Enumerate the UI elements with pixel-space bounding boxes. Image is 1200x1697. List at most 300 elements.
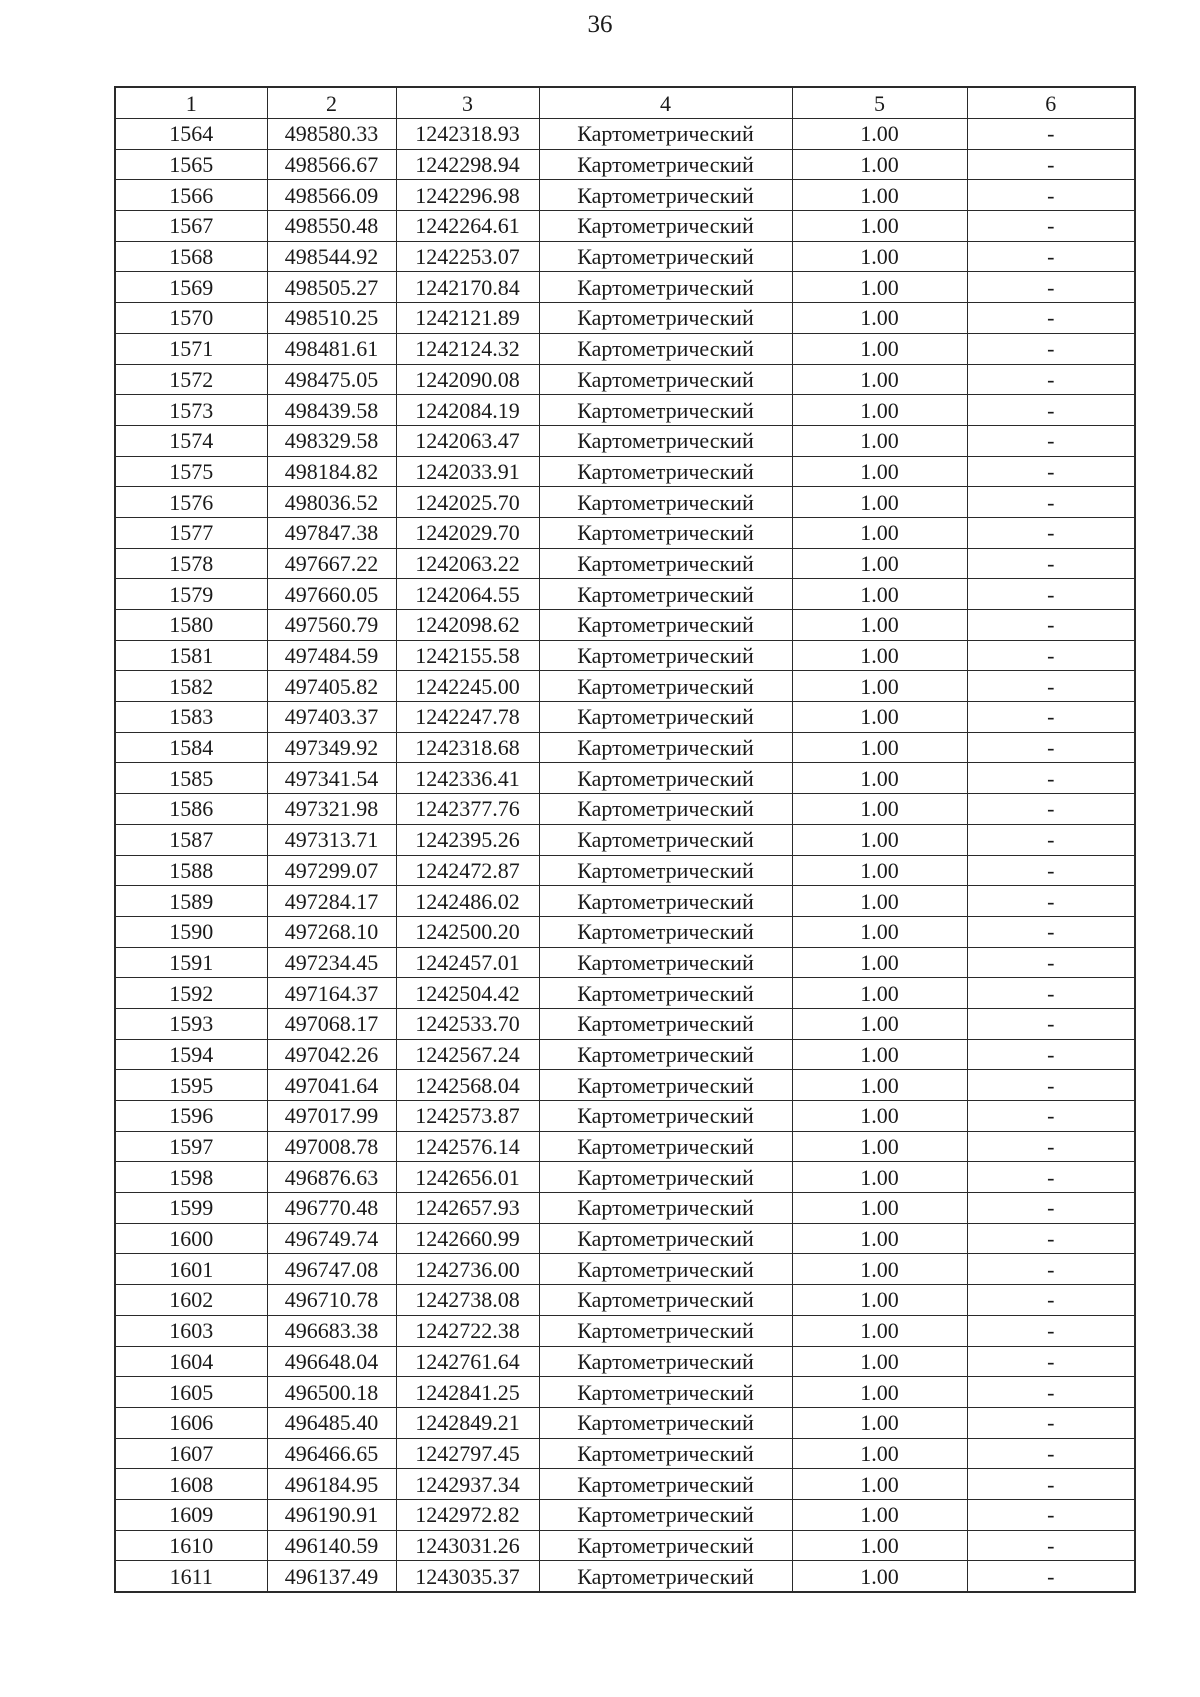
table-cell: Картометрический	[539, 241, 792, 272]
table-cell: 1242504.42	[396, 978, 539, 1009]
table-cell: 498550.48	[267, 211, 396, 242]
table-cell: 1596	[115, 1101, 267, 1132]
table-cell: 1.00	[792, 1223, 967, 1254]
table-cell: 1578	[115, 548, 267, 579]
column-header: 4	[539, 87, 792, 119]
table-cell: Картометрический	[539, 395, 792, 426]
table-cell: 1.00	[792, 1162, 967, 1193]
table-cell: -	[967, 1101, 1135, 1132]
table-cell: 1.00	[792, 1377, 967, 1408]
table-cell: 1.00	[792, 1407, 967, 1438]
table-row	[115, 1407, 1135, 1438]
table-cell: 1242657.93	[396, 1193, 539, 1224]
table-cell: -	[967, 487, 1135, 518]
table-cell: 1589	[115, 886, 267, 917]
table-cell: 1.00	[792, 1438, 967, 1469]
table-row	[115, 241, 1135, 272]
table-row	[115, 1285, 1135, 1316]
table-cell: -	[967, 610, 1135, 641]
table-cell: 1.00	[792, 487, 967, 518]
table-cell: 1566	[115, 180, 267, 211]
table-cell: Картометрический	[539, 1530, 792, 1561]
table-cell: 1242937.34	[396, 1469, 539, 1500]
table-cell: 496648.04	[267, 1346, 396, 1377]
table-cell: 1581	[115, 640, 267, 671]
table-cell: 1242318.68	[396, 732, 539, 763]
table-row	[115, 579, 1135, 610]
table-cell: 1242124.32	[396, 333, 539, 364]
table-cell: 1242090.08	[396, 364, 539, 395]
table-cell: 1565	[115, 149, 267, 180]
table-cell: Картометрический	[539, 119, 792, 150]
table-cell: 497042.26	[267, 1039, 396, 1070]
table-cell: 497667.22	[267, 548, 396, 579]
table-cell: -	[967, 425, 1135, 456]
page-number: 36	[587, 11, 613, 38]
table-row	[115, 824, 1135, 855]
table-cell: 1.00	[792, 1131, 967, 1162]
table-cell: Картометрический	[539, 1469, 792, 1500]
table-cell: Картометрический	[539, 1377, 792, 1408]
table-cell: -	[967, 579, 1135, 610]
table-cell: 1605	[115, 1377, 267, 1408]
table-row	[115, 702, 1135, 733]
table-cell: 1242738.08	[396, 1285, 539, 1316]
table-cell: 498566.09	[267, 180, 396, 211]
table-cell: 1.00	[792, 364, 967, 395]
table-cell: 1.00	[792, 119, 967, 150]
table-cell: 498036.52	[267, 487, 396, 518]
table-cell: 1242849.21	[396, 1407, 539, 1438]
table-cell: 1242253.07	[396, 241, 539, 272]
table-cell: Картометрический	[539, 211, 792, 242]
table-cell: 496190.91	[267, 1499, 396, 1530]
table-cell: 1.00	[792, 1070, 967, 1101]
table-cell: 1611	[115, 1561, 267, 1592]
table-cell: 497017.99	[267, 1101, 396, 1132]
column-header: 2	[267, 87, 396, 119]
table-cell: Картометрический	[539, 763, 792, 794]
table-cell: 1595	[115, 1070, 267, 1101]
table-cell: 1580	[115, 610, 267, 641]
table-cell: 496485.40	[267, 1407, 396, 1438]
table-cell: 1572	[115, 364, 267, 395]
table-cell: Картометрический	[539, 456, 792, 487]
table-cell: 1600	[115, 1223, 267, 1254]
table-cell: 1242500.20	[396, 916, 539, 947]
table-cell: 1609	[115, 1499, 267, 1530]
table-row	[115, 364, 1135, 395]
table-cell: 497847.38	[267, 517, 396, 548]
table-cell: 1.00	[792, 824, 967, 855]
table-cell: -	[967, 702, 1135, 733]
table-body	[115, 119, 1135, 1593]
table-cell: 1242972.82	[396, 1499, 539, 1530]
table-cell: 1604	[115, 1346, 267, 1377]
table-cell: 1.00	[792, 1008, 967, 1039]
table-cell: Картометрический	[539, 425, 792, 456]
table-row	[115, 640, 1135, 671]
table-cell: -	[967, 1193, 1135, 1224]
table-cell: -	[967, 517, 1135, 548]
table-cell: Картометрический	[539, 1101, 792, 1132]
table-cell: 1586	[115, 794, 267, 825]
table-cell: -	[967, 456, 1135, 487]
table-cell: Картометрический	[539, 303, 792, 334]
table-cell: 1.00	[792, 333, 967, 364]
table-cell: 1.00	[792, 548, 967, 579]
table-cell: 497234.45	[267, 947, 396, 978]
table-cell: 1579	[115, 579, 267, 610]
table-cell: 1.00	[792, 149, 967, 180]
table-cell: -	[967, 272, 1135, 303]
table-cell: Картометрический	[539, 732, 792, 763]
table-cell: 496876.63	[267, 1162, 396, 1193]
table-cell: 1.00	[792, 916, 967, 947]
table-row	[115, 886, 1135, 917]
table-cell: 1569	[115, 272, 267, 303]
table-row	[115, 794, 1135, 825]
table-cell: 498580.33	[267, 119, 396, 150]
table-cell: -	[967, 763, 1135, 794]
table-row	[115, 303, 1135, 334]
table-row	[115, 272, 1135, 303]
table-cell: 1574	[115, 425, 267, 456]
table-cell: 496747.08	[267, 1254, 396, 1285]
table-cell: 498544.92	[267, 241, 396, 272]
table-cell: 1242457.01	[396, 947, 539, 978]
table-row	[115, 1377, 1135, 1408]
table-cell: 1.00	[792, 978, 967, 1009]
table-cell: Картометрический	[539, 1499, 792, 1530]
table-cell: 1584	[115, 732, 267, 763]
table-row	[115, 487, 1135, 518]
table-row	[115, 855, 1135, 886]
table-cell: 1242063.47	[396, 425, 539, 456]
table-cell: Картометрический	[539, 1315, 792, 1346]
table-cell: 497313.71	[267, 824, 396, 855]
table-cell: 1.00	[792, 671, 967, 702]
table-cell: 497041.64	[267, 1070, 396, 1101]
table-row	[115, 211, 1135, 242]
table-cell: Картометрический	[539, 671, 792, 702]
table-cell: -	[967, 1561, 1135, 1592]
table-cell: 1587	[115, 824, 267, 855]
table-cell: Картометрический	[539, 579, 792, 610]
table-cell: 1242395.26	[396, 824, 539, 855]
column-header: 5	[792, 87, 967, 119]
table-cell: Картометрический	[539, 1193, 792, 1224]
table-cell: 496500.18	[267, 1377, 396, 1408]
table-cell: 1608	[115, 1469, 267, 1500]
table-cell: Картометрический	[539, 610, 792, 641]
table-cell: 1.00	[792, 1254, 967, 1285]
table-cell: 496466.65	[267, 1438, 396, 1469]
header-row	[115, 87, 1135, 119]
table-row	[115, 1530, 1135, 1561]
table-cell: -	[967, 1254, 1135, 1285]
table-cell: Картометрический	[539, 702, 792, 733]
table-cell: 1242576.14	[396, 1131, 539, 1162]
table-cell: 1601	[115, 1254, 267, 1285]
table-cell: Картометрический	[539, 517, 792, 548]
table-cell: 496137.49	[267, 1561, 396, 1592]
table-cell: 498475.05	[267, 364, 396, 395]
table-cell: 1242573.87	[396, 1101, 539, 1132]
table-cell: 1242660.99	[396, 1223, 539, 1254]
table-cell: 497484.59	[267, 640, 396, 671]
table-cell: Картометрический	[539, 1223, 792, 1254]
table-cell: 1.00	[792, 517, 967, 548]
table-cell: 497403.37	[267, 702, 396, 733]
table-cell: 498566.67	[267, 149, 396, 180]
table-row	[115, 1346, 1135, 1377]
table-cell: 497299.07	[267, 855, 396, 886]
table-cell: 1598	[115, 1162, 267, 1193]
table-cell: Картометрический	[539, 1039, 792, 1070]
table-cell: 1.00	[792, 1561, 967, 1592]
table-cell: 1242264.61	[396, 211, 539, 242]
table-cell: 1242064.55	[396, 579, 539, 610]
table-cell: 1602	[115, 1285, 267, 1316]
table-cell: 1.00	[792, 241, 967, 272]
table-cell: -	[967, 1223, 1135, 1254]
table-cell: Картометрический	[539, 794, 792, 825]
column-header: 3	[396, 87, 539, 119]
table-row	[115, 947, 1135, 978]
table-cell: Картометрический	[539, 548, 792, 579]
table-row	[115, 671, 1135, 702]
table-cell: 1243035.37	[396, 1561, 539, 1592]
table-cell: 1576	[115, 487, 267, 518]
table-cell: 1.00	[792, 763, 967, 794]
table-cell: 1.00	[792, 610, 967, 641]
table-cell: 1242568.04	[396, 1070, 539, 1101]
table-cell: 497349.92	[267, 732, 396, 763]
table-cell: 1564	[115, 119, 267, 150]
table-cell: 1606	[115, 1407, 267, 1438]
table-cell: Картометрический	[539, 916, 792, 947]
table-cell: Картометрический	[539, 180, 792, 211]
table-cell: 1571	[115, 333, 267, 364]
table-row	[115, 1039, 1135, 1070]
table-cell: -	[967, 671, 1135, 702]
table-cell: 1568	[115, 241, 267, 272]
table-cell: 1594	[115, 1039, 267, 1070]
table-cell: 1.00	[792, 1101, 967, 1132]
table-cell: -	[967, 119, 1135, 150]
table-cell: 1242025.70	[396, 487, 539, 518]
table-cell: 1.00	[792, 395, 967, 426]
table-cell: 1242121.89	[396, 303, 539, 334]
table-cell: -	[967, 732, 1135, 763]
table-cell: -	[967, 1008, 1135, 1039]
table-cell: -	[967, 211, 1135, 242]
column-header: 6	[967, 87, 1135, 119]
table-cell: -	[967, 1162, 1135, 1193]
table-cell: 1242472.87	[396, 855, 539, 886]
table-cell: -	[967, 886, 1135, 917]
table-cell: 1597	[115, 1131, 267, 1162]
table-cell: Картометрический	[539, 272, 792, 303]
table-header	[115, 87, 1135, 119]
table-cell: 1242098.62	[396, 610, 539, 641]
table-cell: 1.00	[792, 947, 967, 978]
table-row	[115, 916, 1135, 947]
table-cell: -	[967, 180, 1135, 211]
table-cell: 496770.48	[267, 1193, 396, 1224]
table-row	[115, 1499, 1135, 1530]
table-cell: -	[967, 947, 1135, 978]
table-cell: -	[967, 794, 1135, 825]
table-cell: 1242318.93	[396, 119, 539, 150]
table-row	[115, 763, 1135, 794]
table-cell: 1242084.19	[396, 395, 539, 426]
table-cell: Картометрический	[539, 824, 792, 855]
table-cell: 497068.17	[267, 1008, 396, 1039]
table-cell: -	[967, 978, 1135, 1009]
table-cell: 497284.17	[267, 886, 396, 917]
table-row	[115, 978, 1135, 1009]
table-row	[115, 517, 1135, 548]
table-cell: 497268.10	[267, 916, 396, 947]
table-cell: 1.00	[792, 1499, 967, 1530]
table-cell: Картометрический	[539, 1438, 792, 1469]
table-cell: 1.00	[792, 1193, 967, 1224]
table-cell: Картометрический	[539, 886, 792, 917]
table-cell: Картометрический	[539, 1285, 792, 1316]
table-cell: 1242155.58	[396, 640, 539, 671]
table-cell: 1242567.24	[396, 1039, 539, 1070]
table-row	[115, 149, 1135, 180]
table-row	[115, 1315, 1135, 1346]
table-row	[115, 425, 1135, 456]
table-cell: -	[967, 1377, 1135, 1408]
table-cell: 1.00	[792, 425, 967, 456]
table-cell: 498505.27	[267, 272, 396, 303]
table-cell: 1242736.00	[396, 1254, 539, 1285]
table-cell: 1.00	[792, 886, 967, 917]
table-row	[115, 610, 1135, 641]
table-cell: 1.00	[792, 180, 967, 211]
table-row	[115, 1561, 1135, 1592]
table-cell: 1570	[115, 303, 267, 334]
table-cell: Картометрический	[539, 1162, 792, 1193]
table-cell: -	[967, 1346, 1135, 1377]
table-row	[115, 333, 1135, 364]
table-cell: 1242063.22	[396, 548, 539, 579]
table-cell: Картометрический	[539, 333, 792, 364]
table-cell: 1242761.64	[396, 1346, 539, 1377]
table-cell: 1242296.98	[396, 180, 539, 211]
table-cell: 1607	[115, 1438, 267, 1469]
table-cell: 497341.54	[267, 763, 396, 794]
table-cell: 1.00	[792, 1469, 967, 1500]
column-header: 1	[115, 87, 267, 119]
table-cell: 1610	[115, 1530, 267, 1561]
table-cell: -	[967, 1530, 1135, 1561]
table-cell: 497164.37	[267, 978, 396, 1009]
table-cell: 1593	[115, 1008, 267, 1039]
table-cell: Картометрический	[539, 1346, 792, 1377]
table-cell: 1.00	[792, 1285, 967, 1316]
table-cell: -	[967, 1285, 1135, 1316]
table-cell: -	[967, 149, 1135, 180]
table-cell: -	[967, 640, 1135, 671]
table-cell: 1592	[115, 978, 267, 1009]
table-cell: 496749.74	[267, 1223, 396, 1254]
table-cell: 1575	[115, 456, 267, 487]
table-row	[115, 1070, 1135, 1101]
table-cell: 1242377.76	[396, 794, 539, 825]
table-cell: 1242336.41	[396, 763, 539, 794]
table-cell: 496683.38	[267, 1315, 396, 1346]
table-row	[115, 732, 1135, 763]
table-cell: 1242656.01	[396, 1162, 539, 1193]
table-cell: 1567	[115, 211, 267, 242]
table-cell: 1.00	[792, 1530, 967, 1561]
table-cell: 498481.61	[267, 333, 396, 364]
table-row	[115, 395, 1135, 426]
table-cell: 497560.79	[267, 610, 396, 641]
table-cell: 1242298.94	[396, 149, 539, 180]
table-cell: Картометрический	[539, 978, 792, 1009]
table-cell: -	[967, 1070, 1135, 1101]
table-cell: Картометрический	[539, 1407, 792, 1438]
table-row	[115, 1193, 1135, 1224]
table-cell: 496184.95	[267, 1469, 396, 1500]
table-cell: -	[967, 395, 1135, 426]
table-cell: -	[967, 1039, 1135, 1070]
table-cell: 1590	[115, 916, 267, 947]
table-cell: 497405.82	[267, 671, 396, 702]
table-cell: Картометрический	[539, 640, 792, 671]
table-cell: 498439.58	[267, 395, 396, 426]
table-cell: 1.00	[792, 794, 967, 825]
table-row	[115, 1131, 1135, 1162]
table-row	[115, 548, 1135, 579]
table-cell: 1.00	[792, 702, 967, 733]
table-cell: -	[967, 1438, 1135, 1469]
table-cell: 497008.78	[267, 1131, 396, 1162]
table-cell: 1.00	[792, 272, 967, 303]
table-cell: -	[967, 1469, 1135, 1500]
table-cell: 1.00	[792, 1039, 967, 1070]
table-cell: 1242247.78	[396, 702, 539, 733]
table-cell: -	[967, 548, 1135, 579]
table-cell: Картометрический	[539, 1254, 792, 1285]
table-cell: 1.00	[792, 732, 967, 763]
table-cell: 1599	[115, 1193, 267, 1224]
table-cell: 1591	[115, 947, 267, 978]
table-cell: 1242033.91	[396, 456, 539, 487]
table-row	[115, 1223, 1135, 1254]
table-cell: -	[967, 1407, 1135, 1438]
table-cell: 1242486.02	[396, 886, 539, 917]
table-cell: 1.00	[792, 855, 967, 886]
table-row	[115, 1469, 1135, 1500]
table-cell: Картометрический	[539, 149, 792, 180]
table-cell: -	[967, 364, 1135, 395]
table-row	[115, 1101, 1135, 1132]
table-cell: 1243031.26	[396, 1530, 539, 1561]
table-cell: 497660.05	[267, 579, 396, 610]
table-cell: -	[967, 824, 1135, 855]
table-cell: 1573	[115, 395, 267, 426]
table-cell: 1603	[115, 1315, 267, 1346]
table-cell: Картометрический	[539, 1131, 792, 1162]
table-cell: Картометрический	[539, 1561, 792, 1592]
